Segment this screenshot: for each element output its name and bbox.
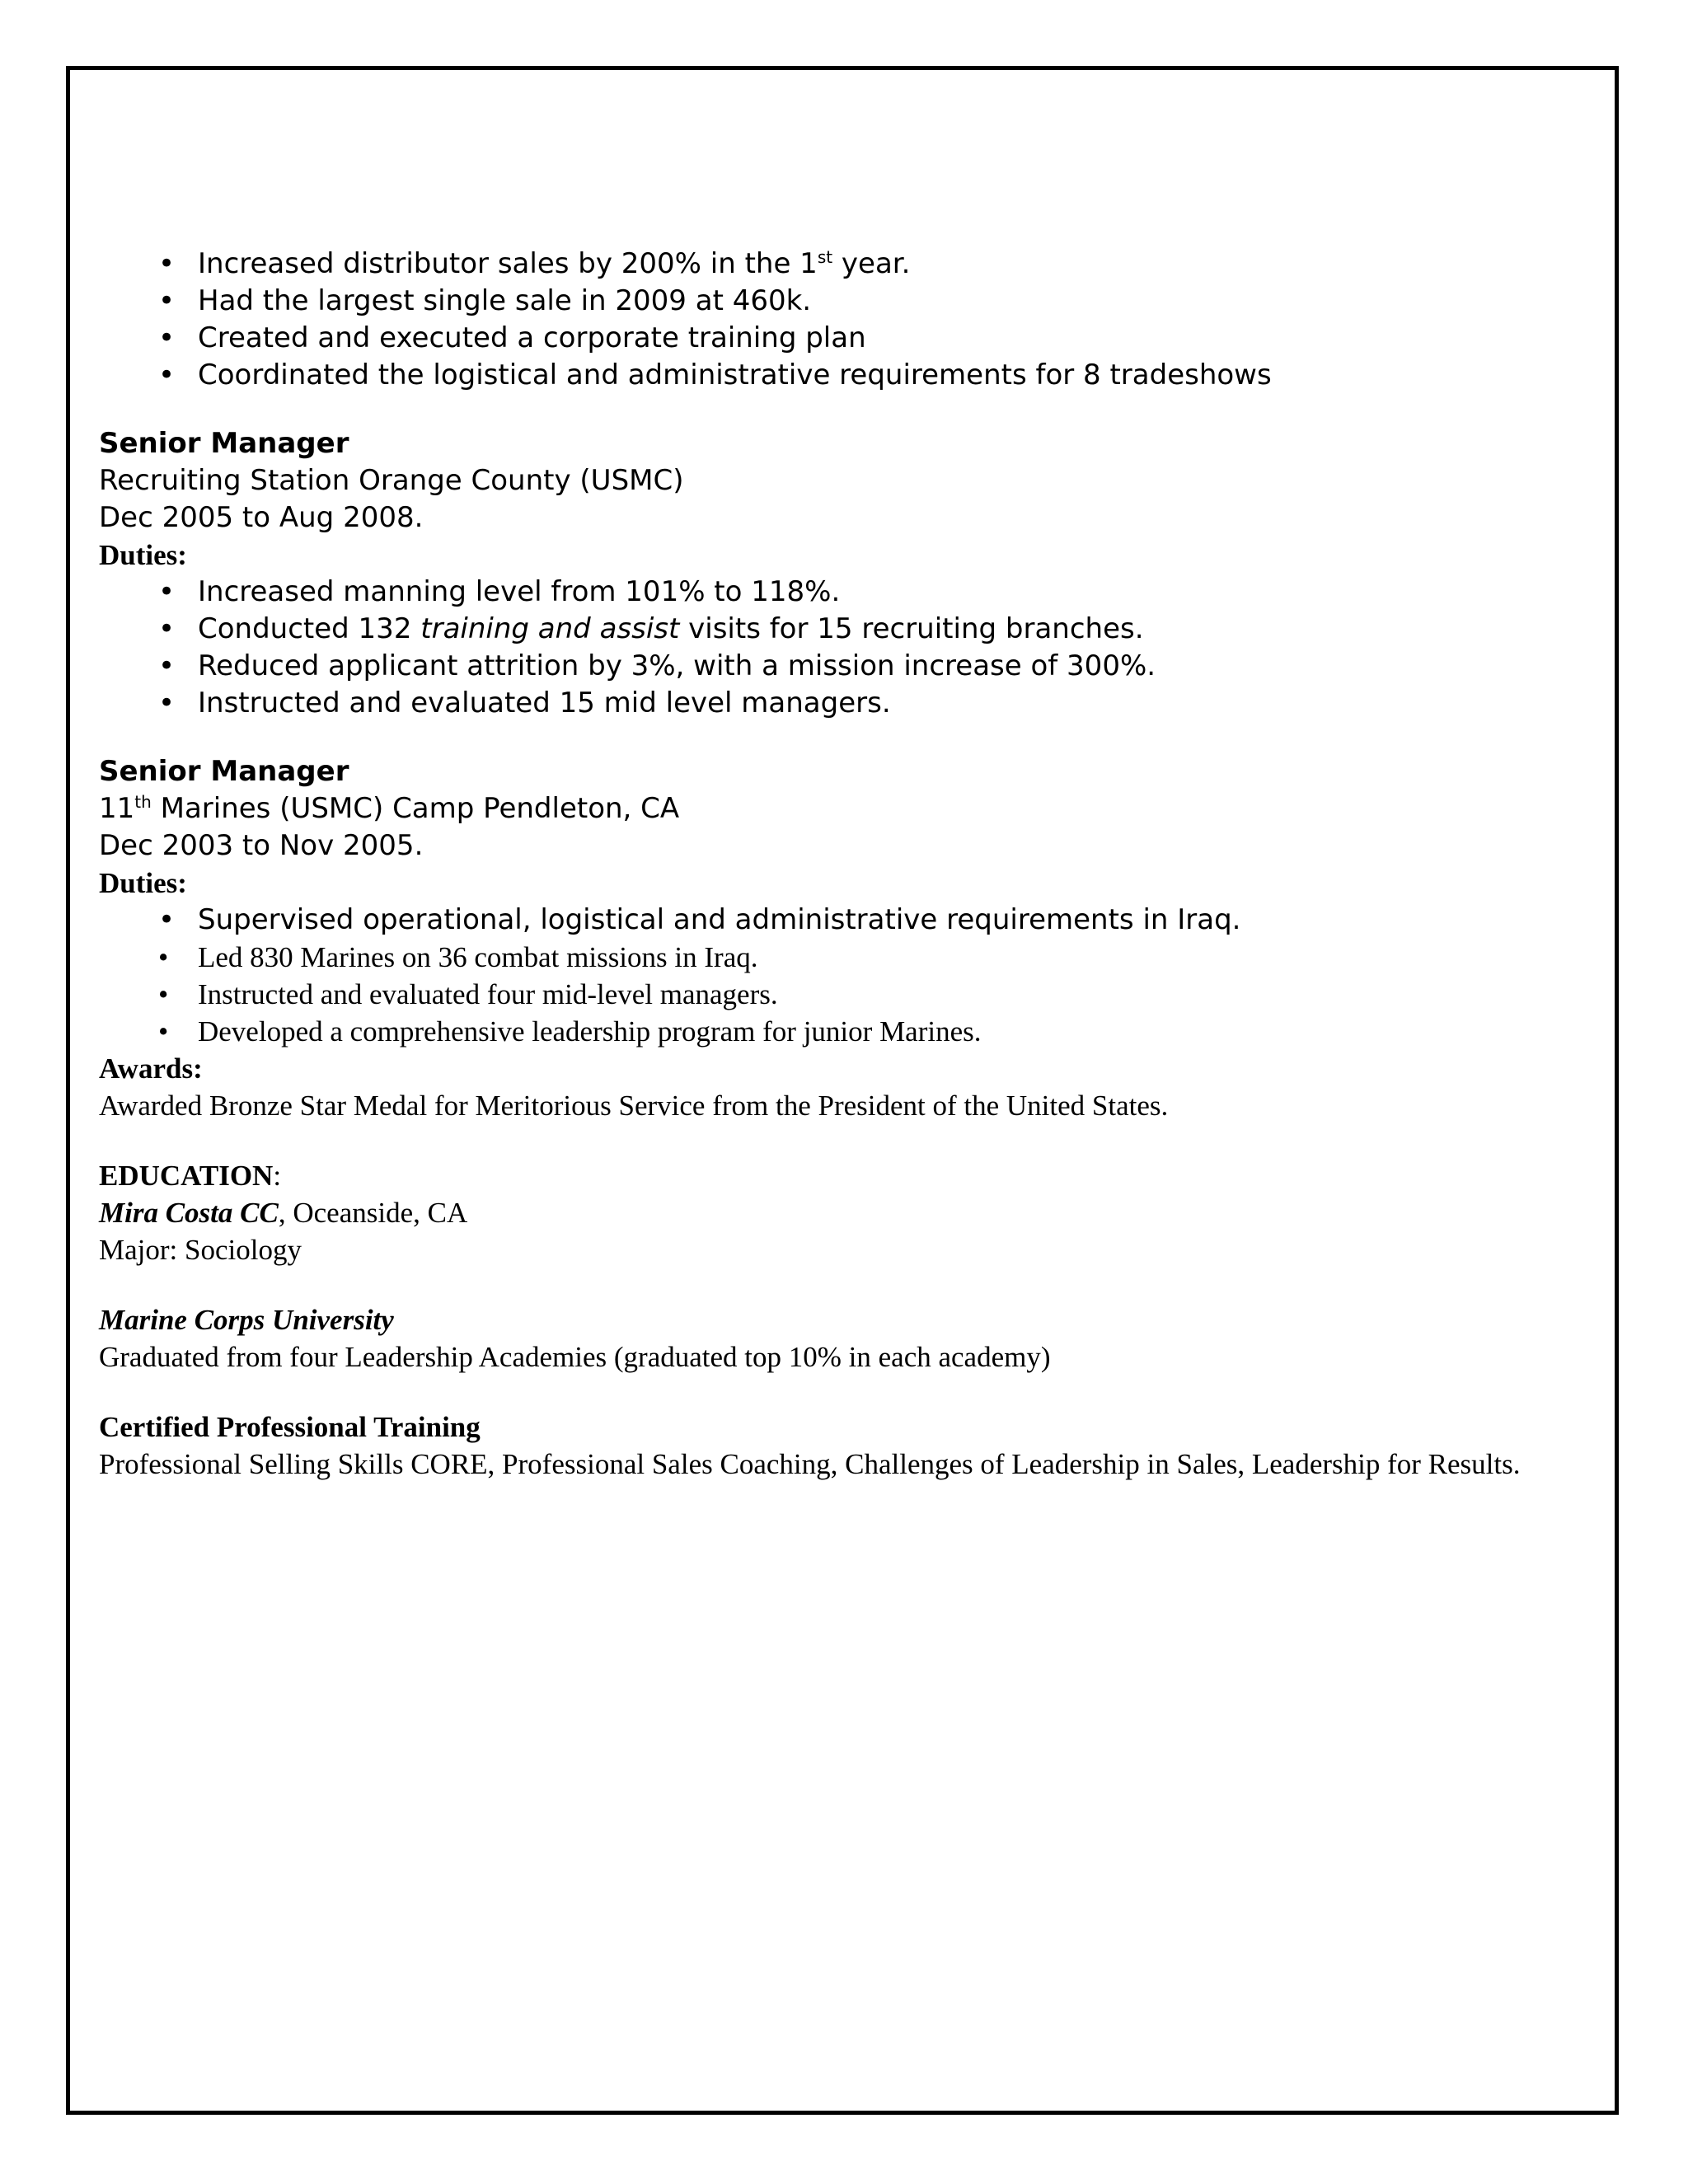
bullet-icon: • [158,978,169,1010]
list-item: • Developed a comprehensive leadership program for junior Marines. [99,1013,1615,1050]
job-dates: Dec 2003 to Nov 2005. [99,829,424,862]
previous-job-achievements [99,246,1615,394]
list-item: • Conducted 132 training and assist visits for 15 recruiting branches. [99,611,1615,648]
school-name: Marine Corps University [99,1304,394,1336]
job-title: Senior Manager [99,427,349,460]
school-detail: Graduated from four Leadership Academies (graduated top 10% in each academy) [99,1341,1051,1373]
job-dates: Dec 2005 to Aug 2008. [99,501,424,534]
bullet-icon: • [158,903,176,936]
bullet-icon: • [158,284,176,317]
list-item: • Led 830 Marines on 36 combat missions in Iraq. [99,939,1615,976]
job-organization: 11th Marines (USMC) Camp Pendleton, CA [99,792,680,825]
list-item: • Instructed and evaluated 15 mid level managers. [99,685,1615,722]
education-section [99,1157,1615,1483]
list-item: • Increased manning level from 101% to 118%. [99,574,1615,611]
bullet-icon: • [158,1015,169,1047]
bullet-icon: • [158,359,176,391]
section-heading: EDUCATION: [99,1160,282,1192]
bullet-icon: • [158,575,176,608]
list-item: • Instructed and evaluated four mid-level managers. [99,976,1615,1013]
certifications-detail: Professional Selling Skills CORE, Professional Sales Coaching, Challenges of Leadership in Sales, Leadership for Results. [99,1448,1521,1480]
bullet-icon: • [158,941,169,973]
list-item: • Increased distributor sales by 200% in the 1st year. [99,246,1615,283]
school-major: Major: Sociology [99,1234,302,1266]
job-recruiting-station [99,425,1615,722]
awards-text: Awarded Bronze Star Medal for Meritorious Service from the President of the United States. [99,1090,1169,1122]
bullet-icon: • [158,247,176,280]
job-title: Senior Manager [99,755,349,788]
certifications-heading: Certified Professional Training [99,1411,481,1443]
school-entry: Mira Costa CC, Oceanside, CA [99,1197,468,1229]
bullet-icon: • [158,649,176,682]
duties-label: Duties: [99,539,187,571]
job-camp-pendleton [99,753,1615,1124]
awards-label: Awards: [99,1052,203,1085]
job-organization: Recruiting Station Orange County (USMC) [99,464,684,497]
list-item: • Created and executed a corporate training plan [99,320,1615,357]
bullet-icon: • [158,612,176,645]
bullet-icon: • [158,321,176,354]
list-item: • Reduced applicant attrition by 3%, with a mission increase of 300%. [99,648,1615,685]
resume-content [99,246,1615,1483]
duties-list [99,574,1615,722]
list-item: • Had the largest single sale in 2009 at 460k. [99,283,1615,320]
list-item: • Supervised operational, logistical and administrative requirements in Iraq. [99,902,1615,939]
list-item: • Coordinated the logistical and administrative requirements for 8 tradeshows [99,357,1615,394]
duties-label: Duties: [99,867,187,899]
duties-list [99,902,1615,1050]
bullet-icon: • [158,687,176,719]
